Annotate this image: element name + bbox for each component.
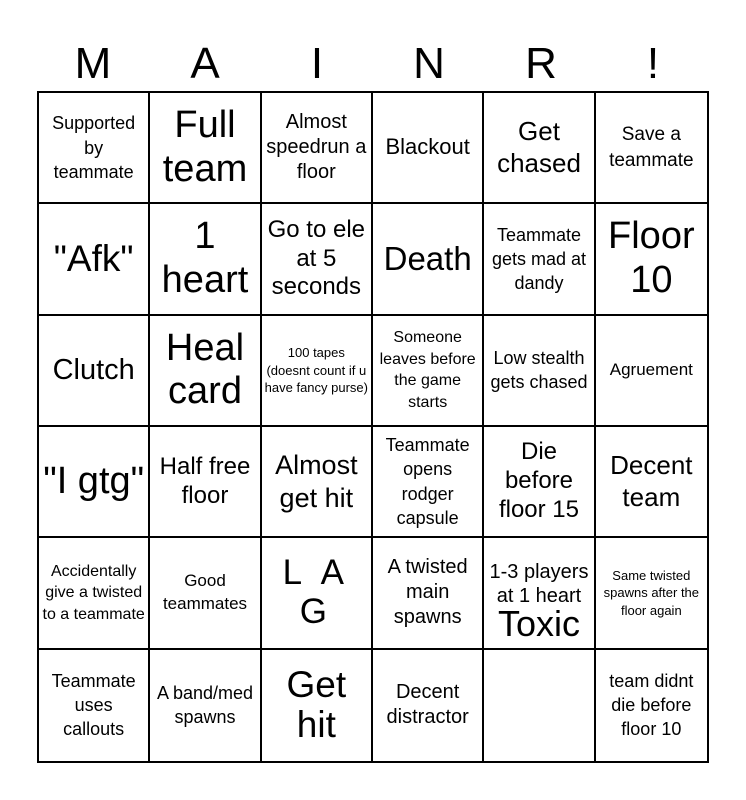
cell-text: Decent team bbox=[610, 450, 693, 512]
bingo-cell[interactable] bbox=[39, 538, 150, 649]
bingo-cell[interactable] bbox=[596, 427, 707, 538]
bingo-cell[interactable] bbox=[150, 538, 261, 649]
cell-text: Half free floor bbox=[159, 452, 251, 509]
cell-text: Clutch bbox=[52, 353, 135, 386]
bingo-cell[interactable] bbox=[262, 650, 373, 761]
cell-text: 100 tapes (doesnt count if u have fancy purse) bbox=[264, 345, 368, 396]
cell-text: Go to ele at 5 seconds bbox=[267, 215, 366, 301]
bingo-cell[interactable] bbox=[39, 204, 150, 315]
bingo-cell[interactable] bbox=[39, 427, 150, 538]
bingo-cell[interactable] bbox=[596, 538, 707, 649]
cell-text: Death bbox=[383, 239, 472, 277]
bingo-cell[interactable] bbox=[150, 650, 261, 761]
title-letter: M bbox=[74, 39, 112, 88]
cell-text: Agruement bbox=[609, 359, 693, 379]
bingo-cell[interactable] bbox=[150, 316, 261, 427]
cell-text: Teammate uses callouts bbox=[51, 670, 136, 740]
cell-text: Good teammates bbox=[162, 571, 248, 613]
title-letter: A bbox=[190, 39, 220, 88]
cell-text: Floor 10 bbox=[608, 215, 695, 301]
cell-text: Teammate opens rodger capsule bbox=[385, 435, 470, 528]
bingo-cell[interactable] bbox=[39, 316, 150, 427]
bingo-cell[interactable] bbox=[484, 427, 595, 538]
cell-text: 1 heart bbox=[161, 215, 249, 301]
bingo-cell[interactable] bbox=[484, 316, 595, 427]
bingo-cell[interactable] bbox=[262, 204, 373, 315]
cell-text: Almost speedrun a floor bbox=[266, 111, 367, 184]
cell-text: Full team bbox=[162, 103, 248, 190]
cell-text: A twisted main spawns bbox=[387, 556, 468, 629]
bingo-cell[interactable] bbox=[373, 427, 484, 538]
bingo-cell[interactable] bbox=[484, 204, 595, 315]
bingo-cell[interactable] bbox=[150, 427, 261, 538]
cell-text: Die before floor 15 bbox=[498, 438, 580, 524]
cell-text: team didnt die before floor 10 bbox=[609, 670, 694, 740]
bingo-cell[interactable] bbox=[484, 538, 595, 649]
bingo-board bbox=[37, 91, 709, 763]
title-letter: ! bbox=[646, 39, 660, 88]
bingo-cell[interactable] bbox=[262, 427, 373, 538]
bingo-cell[interactable] bbox=[596, 650, 707, 761]
cell-text: Low stealth gets chased bbox=[490, 348, 588, 393]
bingo-cell[interactable] bbox=[596, 204, 707, 315]
bingo-cell[interactable] bbox=[373, 650, 484, 761]
title-letter: I bbox=[310, 39, 324, 88]
bingo-cell[interactable] bbox=[262, 93, 373, 204]
cell-text: Decent distractor bbox=[386, 681, 469, 729]
overlap-text: Toxic bbox=[497, 602, 580, 644]
cell-text: Almost get hit bbox=[275, 450, 358, 513]
cell-text: Get chased bbox=[497, 116, 581, 178]
bingo-cell-empty[interactable] bbox=[484, 650, 595, 761]
cell-text: Get hit bbox=[286, 663, 347, 746]
cell-text: "Afk" bbox=[53, 237, 134, 279]
cell-text: Same twisted spawns after the floor again bbox=[603, 567, 700, 618]
cell-text: 1-3 players at 1 heart bbox=[489, 560, 589, 607]
bingo-cell[interactable] bbox=[373, 204, 484, 315]
bingo-cell[interactable] bbox=[39, 650, 150, 761]
bingo-cell[interactable] bbox=[373, 538, 484, 649]
bingo-cell[interactable] bbox=[262, 538, 373, 649]
cell-text: "I gtg" bbox=[43, 459, 145, 502]
bingo-cell[interactable] bbox=[596, 316, 707, 427]
bingo-cell[interactable] bbox=[373, 93, 484, 204]
bingo-cell[interactable] bbox=[484, 93, 595, 204]
bingo-cell[interactable] bbox=[150, 93, 261, 204]
cell-text: A band/med spawns bbox=[156, 683, 254, 728]
bingo-title bbox=[37, 38, 709, 90]
bingo-cell[interactable] bbox=[150, 204, 261, 315]
bingo-cell[interactable] bbox=[596, 93, 707, 204]
bingo-cell[interactable] bbox=[262, 316, 373, 427]
cell-text: Blackout bbox=[385, 134, 470, 160]
cell-text: Accidentally give a twisted to a teammate bbox=[42, 562, 145, 623]
cell-text: Teammate gets mad at dandy bbox=[491, 224, 587, 294]
cell-text: Supported by teammate bbox=[52, 113, 136, 182]
cell-text: Save a teammate bbox=[609, 124, 694, 171]
title-letter: R bbox=[525, 39, 557, 88]
cell-text: Someone leaves before the game starts bbox=[379, 329, 476, 411]
title-letter: N bbox=[413, 39, 445, 88]
bingo-cell[interactable] bbox=[373, 316, 484, 427]
cell-text: Heal card bbox=[165, 326, 245, 413]
bingo-cell[interactable] bbox=[39, 93, 150, 204]
cell-text: L A G bbox=[282, 553, 350, 631]
